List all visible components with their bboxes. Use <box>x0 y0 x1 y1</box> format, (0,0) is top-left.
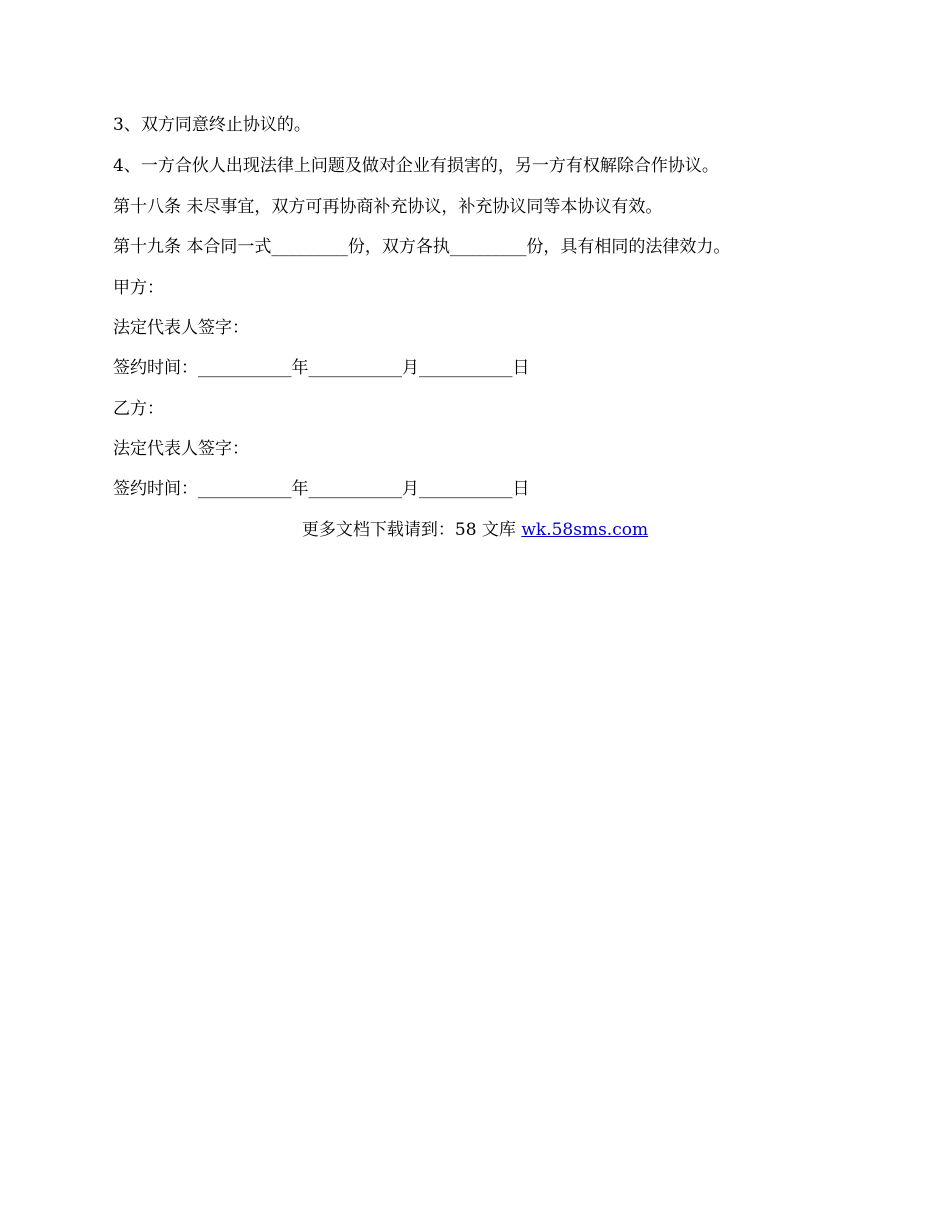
party-a-date-line: 签约时间：___________年___________月___________日 <box>113 358 530 378</box>
footer-text: 更多文档下载请到：58 文库 <box>301 520 522 540</box>
clause-termination-3: 3、双方同意终止协议的。 <box>113 115 311 135</box>
party-b-signature-line: 法定代表人签字： <box>113 439 249 459</box>
footer-link[interactable]: wk.58sms.com <box>521 520 649 540</box>
party-b-date-line: 签约时间：___________年___________月___________日 <box>113 479 530 499</box>
article-18: 第十八条 未尽事宜，双方可再协商补充协议，补充协议同等本协议有效。 <box>113 197 663 217</box>
clause-termination-4: 4、一方合伙人出现法律上问题及做对企业有损害的，另一方有权解除合作协议。 <box>113 156 719 176</box>
download-footer <box>0 519 950 541</box>
article-19: 第十九条 本合同一式_________份，双方各执_________份，具有相同的法律效力。 <box>113 237 731 257</box>
party-a-signature-line: 法定代表人签字： <box>113 318 249 338</box>
party-a-label: 甲方： <box>113 278 164 298</box>
party-b-label: 乙方： <box>113 399 164 419</box>
